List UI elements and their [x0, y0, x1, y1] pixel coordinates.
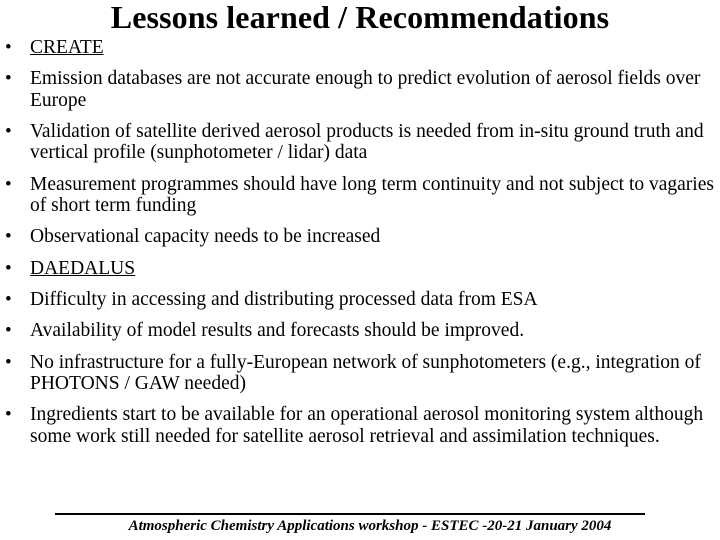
bullet-item — [0, 68, 720, 110]
bullet-item-create — [0, 37, 720, 58]
bullet-list — [0, 37, 720, 457]
bullet-item — [0, 121, 720, 163]
footer-divider — [55, 513, 645, 515]
bullet-icon: • — [5, 351, 12, 373]
bullet-icon: • — [5, 404, 12, 426]
section-heading-create: CREATE — [30, 37, 104, 58]
bullet-icon: • — [5, 288, 12, 310]
bullet-text: No infrastructure for a fully-European network of sunphotometers (e.g., integration of PHOTONS / GAW needed) — [30, 351, 701, 394]
footer-text: Atmospheric Chemistry Applications workshop - ESTEC -20-21 January 2004 — [128, 518, 612, 534]
bullet-text: Emission databases are not accurate enough to predict evolution of aerosol fields over Europe — [30, 68, 701, 111]
bullet-text: Difficulty in accessing and distributing processed data from ESA — [30, 288, 538, 310]
bullet-icon: • — [5, 226, 12, 248]
bullet-item — [0, 226, 720, 247]
bullet-text: Observational capacity needs to be increased — [30, 226, 381, 248]
bullet-icon: • — [5, 68, 12, 90]
bullet-icon: • — [5, 120, 12, 142]
bullet-item — [0, 404, 720, 446]
bullet-icon: • — [5, 173, 12, 195]
bullet-item — [0, 320, 720, 341]
slide-title: Lessons learned / Recommendations — [110, 0, 610, 35]
bullet-icon: • — [5, 37, 12, 58]
bullet-item-daedalus — [0, 258, 720, 279]
bullet-icon: • — [5, 257, 12, 279]
bullet-item — [0, 174, 720, 216]
bullet-text: Validation of satellite derived aerosol products is needed from in-situ ground truth and vertical profile (sunphotometer / lidar) data — [30, 120, 704, 164]
bullet-text: Ingredients start to be available for an operational aerosol monitoring system although some work still needed for satellite aerosol retrieval and assimilation techniques. — [30, 404, 704, 447]
bullet-icon: • — [5, 320, 12, 342]
section-heading-daedalus: DAEDALUS — [30, 257, 136, 279]
bullet-text: Availability of model results and forecasts should be improved. — [30, 320, 525, 342]
bullet-item — [0, 352, 720, 394]
bullet-item — [0, 289, 720, 310]
bullet-text: Measurement programmes should have long term continuity and not subject to vagaries of short term funding — [30, 173, 714, 216]
